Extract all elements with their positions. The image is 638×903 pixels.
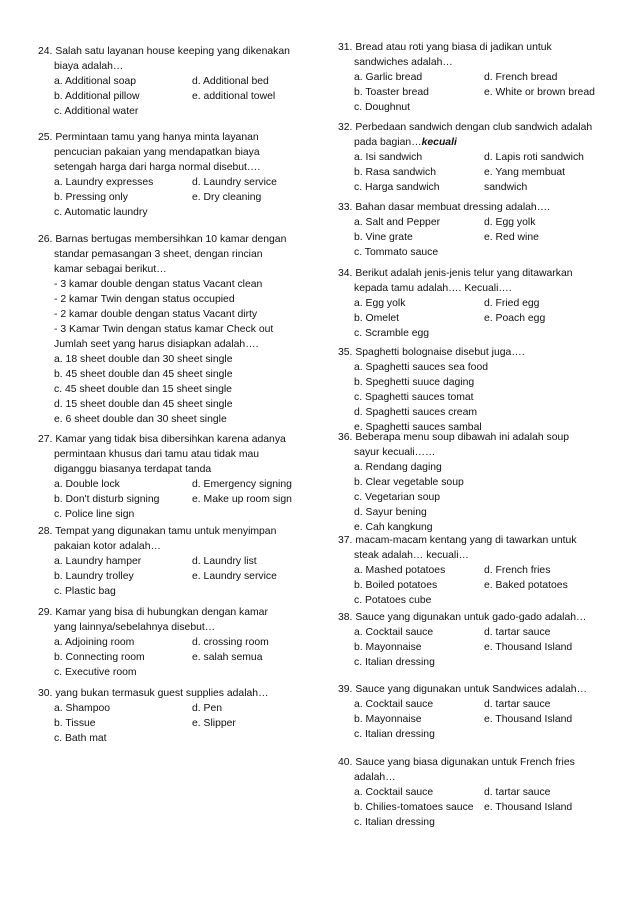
question-text-span: 36. Beberapa menu soup dibawah ini adalah soup [338,432,570,443]
question-text-span: 30. yang bukan termasuk guest supplies adalah… [38,688,269,699]
question-text-continued [38,262,308,277]
question-block [38,524,308,599]
question-text-span: 33. Bahan dasar membuat dressing adalah…. [338,202,550,213]
option-text: d. Egg yolk [484,217,536,228]
option-text: d. Lapis roti sandwich [484,152,584,163]
question-block [338,120,604,195]
option-text: e. Poach egg [484,313,546,324]
option-text: d. Fried egg [484,298,540,309]
option-text: e. Spaghetti sauces sambal [354,422,482,433]
question-text-continued [338,445,604,460]
option-row [38,584,308,599]
option-text: a. Mashed potatoes [354,565,446,576]
option-text: e. Cah kangkung [354,522,433,533]
option-row [338,230,604,245]
option-text: e. salah semua [192,652,263,663]
option-text: d. tartar sauce [484,699,551,710]
question-text [338,755,604,770]
question-text [38,686,308,701]
question-text-continued [38,160,308,175]
option-text: e. 6 sheet double dan 30 sheet single [54,414,227,425]
question-block [38,686,308,746]
question-text-continued [38,462,308,477]
option-text: c. 45 sheet double dan 15 sheet single [54,384,232,395]
option-row [38,74,308,89]
option-text: d. French bread [484,72,558,83]
option-row [38,701,308,716]
option-row [38,190,308,205]
option-text: e. Dry cleaning [192,192,262,203]
option-text: a. Shampoo [54,703,111,714]
option-text: d. tartar sauce [484,787,551,798]
question-text [338,610,604,625]
option-text: e. Make up room sign [192,494,292,505]
option-row [38,89,308,104]
question-block [38,44,308,119]
question-text-span: sayur kecuali…… [354,447,436,458]
option-text: b. Boiled potatoes [354,580,438,591]
question-text [38,605,308,620]
option-text: b. Tissue [54,718,96,729]
option-text: c. Harga sandwich [354,182,440,193]
question-block [38,605,308,680]
question-text-span: 40. Sauce yang biasa digunakan untuk French fries [338,757,575,768]
question-text [338,120,604,135]
option-row [38,650,308,665]
option-row [38,716,308,731]
question-text-span: 24. Salah satu layanan house keeping yang dikenakan [38,46,290,57]
question-text-span: 25. Permintaan tamu yang hanya minta layanan [38,132,259,143]
option-text: a. Cocktail sauce [354,787,434,798]
question-text-span: pakaian kotor adalah… [54,541,161,552]
option-row [338,640,604,655]
question-text-continued [338,281,604,296]
option-text: e. Thousand Island [484,714,573,725]
question-text-span: pada bagian… [354,137,422,148]
question-block [38,130,308,220]
question-block [338,200,604,260]
option-text: e. Laundry service [192,571,277,582]
option-text: b. Laundry trolley [54,571,134,582]
question-block [338,266,604,341]
question-text [38,44,308,59]
option-row [338,326,604,341]
option-text: d. Spaghetti sauces cream [354,407,478,418]
option-text: a. Laundry hamper [54,556,142,567]
option-row [38,731,308,746]
question-text-span: - 3 kamar double dengan status Vacant clean [54,279,263,290]
option-text: c. Doughnut [354,102,411,113]
question-text-span: kepada tamu adalah…. Kecuali…. [354,283,512,294]
question-block [338,682,604,742]
option-text: b. 45 sheet double dan 45 sheet single [54,369,233,380]
question-text-span: standar pemasangan 3 sheet, dengan rincian [54,249,263,260]
option-text: c. Italian dressing [354,729,435,740]
option-text: b. Clear vegetable soup [354,477,464,488]
question-block [338,755,604,830]
option-row [38,554,308,569]
question-text-span: 38. Sauce yang digunakan untuk gado-gado adalah… [338,612,587,623]
option-row [338,405,604,420]
question-text-span: diganggu biasanya terdapat tanda [54,464,212,475]
option-text: d. Emergency signing [192,479,292,490]
option-text: d. French fries [484,565,551,576]
option-row [338,505,604,520]
question-text [38,524,308,539]
option-text: a. Salt and Pepper [354,217,441,228]
question-text-span: - 3 Kamar Twin dengan status kamar Check out [54,324,274,335]
option-text: b. Connecting room [54,652,145,663]
question-block [338,610,604,670]
option-row [338,70,604,85]
option-text: a. Rendang daging [354,462,442,473]
option-row [38,367,308,382]
option-text: a. Spaghetti sauces sea food [354,362,489,373]
question-text-span: - 2 kamar double dengan status Vacant dirty [54,309,258,320]
option-row [338,460,604,475]
question-text-continued [38,307,308,322]
option-text: b. Mayonnaise [354,642,422,653]
option-text: c. Vegetarian soup [354,492,441,503]
question-text-span: 32. Perbedaan sandwich dengan club sandwich adalah [338,122,593,133]
option-row [38,492,308,507]
question-text-span: 26. Barnas bertugas membersihkan 10 kamar dengan [38,234,287,245]
question-text [338,533,604,548]
option-row [338,785,604,800]
option-text: a. Garlic bread [354,72,423,83]
option-text: c. Police line sign [54,509,135,520]
option-text: a. Isi sandwich [354,152,423,163]
option-row [38,205,308,220]
option-text: d. 15 sheet double dan 45 sheet single [54,399,233,410]
option-text: e. Baked potatoes [484,580,568,591]
question-text-continued [38,292,308,307]
question-block [338,345,604,435]
option-text: c. Tommato sauce [354,247,439,258]
option-row [338,655,604,670]
option-row [338,800,604,815]
option-text: b. Mayonnaise [354,714,422,725]
option-text: a. Cocktail sauce [354,699,434,710]
question-text-continued [38,620,308,635]
question-text-span: biaya adalah… [54,61,124,72]
question-block [38,432,308,522]
question-text [338,430,604,445]
question-text [38,232,308,247]
option-text: c. Plastic bag [54,586,116,597]
option-row [38,104,308,119]
option-text: a. Egg yolk [354,298,406,309]
question-text-continued [38,337,308,352]
option-text: b. Additional pillow [54,91,140,102]
option-row [338,475,604,490]
option-text: b. Toaster bread [354,87,429,98]
option-text: d. Pen [192,703,223,714]
question-text [338,345,604,360]
question-text-continued [38,59,308,74]
option-row [38,175,308,190]
question-text-continued [38,447,308,462]
option-text: sandwich [484,182,528,193]
option-row [38,665,308,680]
option-text: d. crossing room [192,637,269,648]
option-row [38,352,308,367]
option-row [38,397,308,412]
option-row [338,85,604,100]
option-row [38,569,308,584]
option-text: c. Scramble egg [354,328,430,339]
option-row [338,100,604,115]
question-text-span: adalah… [354,772,396,783]
option-row [338,150,604,165]
option-row [38,412,308,427]
option-text: e. Thousand Island [484,802,573,813]
option-row [338,563,604,578]
option-row [338,245,604,260]
option-row [338,490,604,505]
question-text-span: setengah harga dari harga normal disebut…. [54,162,261,173]
option-row [338,625,604,640]
question-text-continued [38,247,308,262]
option-row [338,727,604,742]
question-text-continued [338,770,604,785]
option-row [38,477,308,492]
question-text-continued [338,55,604,70]
option-row [38,382,308,397]
option-text: c. Italian dressing [354,657,435,668]
question-text-span: kamar sebagai berikut… [54,264,167,275]
option-text: d. Additional bed [192,76,269,87]
option-text: a. Adjoining room [54,637,135,648]
question-text-continued [38,539,308,554]
question-text-span: 39. Sauce yang digunakan untuk Sandwices adalah… [338,684,587,695]
option-text: a. Additional soap [54,76,137,87]
question-text-continued [38,145,308,160]
option-row [338,578,604,593]
question-text-span: steak adalah… kecuali… [354,550,469,561]
emphasis-kecuali: kecuali [421,137,457,148]
option-text: c. Italian dressing [354,817,435,828]
question-text [338,266,604,281]
option-row [38,507,308,522]
question-text-span: 35. Spaghetti bolognaise disebut juga…. [338,347,525,358]
option-text: a. Cocktail sauce [354,627,434,638]
option-text: d. tartar sauce [484,627,551,638]
question-text-continued [38,322,308,337]
question-text-span: 37. macam-macam kentang yang di tawarkan untuk [338,535,577,546]
question-text-span: 31. Bread atau roti yang biasa di jadikan untuk [338,42,552,53]
option-text: b. Speghetti suuce daging [354,377,475,388]
option-text: b. Omelet [354,313,400,324]
question-text-span: Jumlah seet yang harus disiapkan adalah…. [54,339,259,350]
option-text: b. Don't disturb signing [54,494,160,505]
option-text: b. Vine grate [354,232,413,243]
option-text: a. Double lock [54,479,120,490]
option-row [338,311,604,326]
question-text-continued [338,135,604,150]
option-text: b. Pressing only [54,192,128,203]
option-row [338,360,604,375]
question-block [338,40,604,115]
option-text: e. Yang membuat [484,167,566,178]
option-row [338,697,604,712]
option-text: c. Executive room [54,667,137,678]
option-text: b. Rasa sandwich [354,167,437,178]
question-text [338,200,604,215]
option-text: e. additional towel [192,91,276,102]
option-row [338,165,604,180]
option-text: d. Laundry service [192,177,277,188]
question-text-span: pencucian pakaian yang mendapatkan biaya [54,147,260,158]
option-text: e. Thousand Island [484,642,573,653]
option-text: e. Slipper [192,718,236,729]
option-text: a. Laundry expresses [54,177,154,188]
option-row [338,712,604,727]
question-block [338,430,604,535]
option-text: c. Potatoes cube [354,595,432,606]
question-text [338,682,604,697]
option-text: e. White or brown bread [484,87,595,98]
question-text-span: - 2 kamar Twin dengan status occupied [54,294,235,305]
question-block [338,533,604,608]
option-text: e. Red wine [484,232,539,243]
option-text: c. Automatic laundry [54,207,148,218]
option-row [338,215,604,230]
question-text-span: yang lainnya/sebelahnya disebut… [54,622,216,633]
option-text: b. Chilies-tomatoes sauce [354,802,474,813]
option-row [338,375,604,390]
question-text-span: 27. Kamar yang tidak bisa dibersihkan karena adanya [38,434,286,445]
option-row [338,296,604,311]
option-text: c. Bath mat [54,733,107,744]
option-text: c. Spaghetti sauces tomat [354,392,474,403]
option-text: d. Laundry list [192,556,257,567]
option-row [38,635,308,650]
option-row [338,180,604,195]
question-text [38,130,308,145]
option-row [338,390,604,405]
question-block [38,232,308,427]
option-text: c. Additional water [54,106,139,117]
question-text-continued [38,277,308,292]
option-text: d. Sayur bening [354,507,427,518]
option-text: a. 18 sheet double dan 30 sheet single [54,354,233,365]
question-text-span: 34. Berikut adalah jenis-jenis telur yang ditawarkan [338,268,573,279]
question-text [338,40,604,55]
question-text-span: 29. Kamar yang bisa di hubungkan dengan kamar [38,607,268,618]
question-text-span: sandwiches adalah… [354,57,453,68]
option-row [338,815,604,830]
question-text-span: permintaan khusus dari tamu atau tidak mau [54,449,260,460]
question-text-continued [338,548,604,563]
question-text [38,432,308,447]
question-text-span: 28. Tempat yang digunakan tamu untuk menyimpan [38,526,277,537]
option-row [338,593,604,608]
